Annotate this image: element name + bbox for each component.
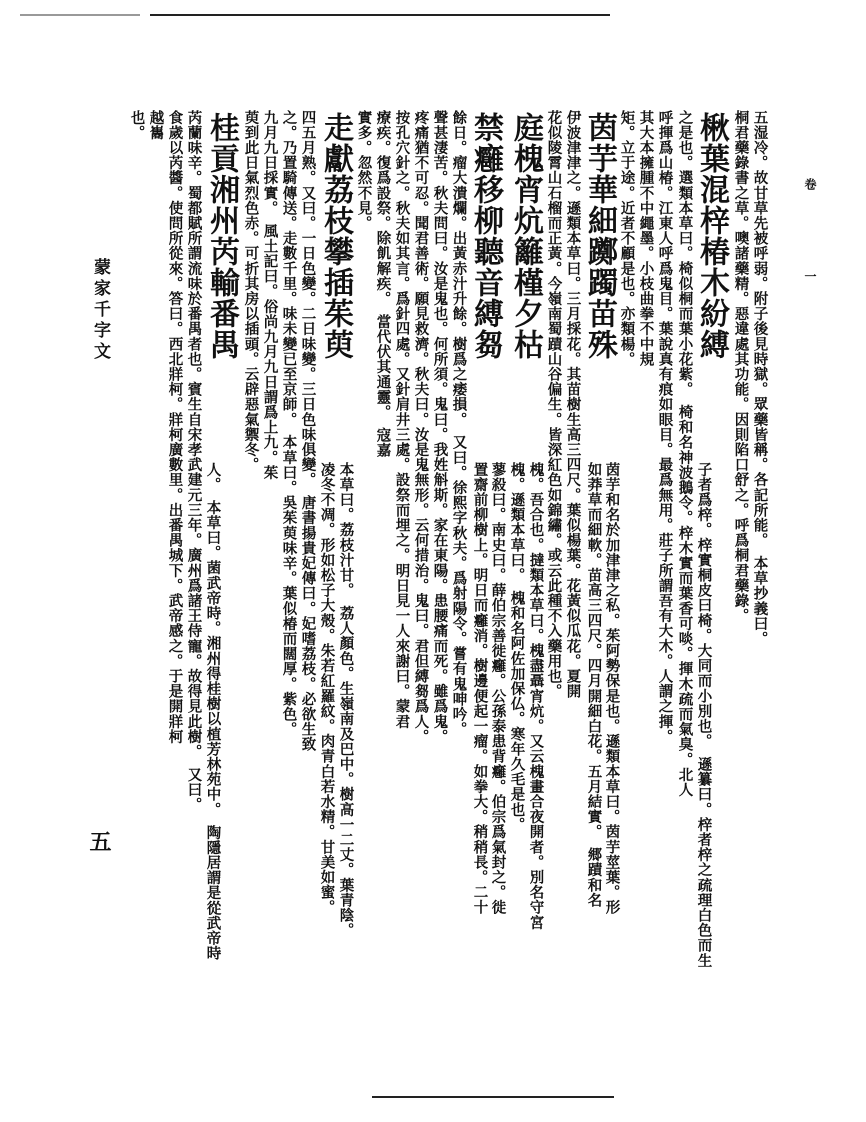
text-column: 療疾。復爲設祭。除飢解疾。 當代伏其通靈。 寇嘉: [374, 110, 392, 458]
text-column: 餘日。瘤大潰爛。出黃赤汁升餘。樹爲之痿損。 又曰。徐熙字秋夫。爲射陽令。嘗有鬼呻吟。: [450, 110, 468, 737]
heading-column: 楸葉混梓椿木紛縛: [694, 112, 729, 360]
header-mark-number: 一: [803, 270, 817, 282]
text-column: 本草曰。荔枝汁甘。 荔人顏色。生嶺南及巴中。樹高一二丈。葉青陰。: [337, 462, 355, 938]
heading-column: 禁癰移柳聽音縛芻: [468, 112, 503, 360]
page-number: 五: [86, 830, 112, 852]
heading-column: 走獻荔枝攀插茱萸: [318, 112, 353, 360]
text-column: 茵芋和名於加津津之私。茱阿勢保是也。遜類本草曰。茵芋莖葉。形: [603, 462, 621, 915]
scan-artifact-top-main: [150, 14, 610, 16]
text-column: 也。: [128, 110, 146, 141]
text-column: 置齋前柳樹上。明日而癰消。樹邊便起一瘤。如拳大。稍稍長。二十: [471, 462, 489, 915]
text-column: 五湿冷。故甘草先被呼弱。附子後見時獄。眾藥皆稱。各記所能。 本草抄義曰。: [751, 110, 769, 647]
text-column: 花似陵霄山石榴而正黃。今嶺南蜀蹟山谷偏生。皆深紅色如錦繡。或云此種不入藥用也。: [545, 110, 563, 699]
text-column: 萸到此日氣烈色赤。可折其房以插頭。云辟惡氣禦冬。: [242, 110, 260, 473]
text-column: 四五月熟。又曰。一日色變。二日味變。三日色味俱變。 唐書揚貴妃傳曰。妃嗜荔枝。必欲生致: [299, 110, 317, 753]
heading-column: 庭槐宵炕籬槿夕枯: [508, 112, 543, 360]
text-column: 其大本擁腫不中繩墨。小枝曲拳不中規: [637, 110, 655, 367]
text-column: 之是也。選類本草曰。椅似桐而葉小花紫。 椅和名神波鵝令。梓木實而葉香可啖。揮木疏而氣臭。北人: [676, 110, 694, 798]
heading-column: 桂貢湘州芮輸番禺: [204, 112, 239, 360]
text-column: 呼揮爲山椿。江東人呼爲鬼目。葉說真有痕如眼目。最爲無用。莊子所謂吾有大木。人謂之揮。: [656, 110, 674, 745]
text-column: 槐。遜類本草曰。 槐和名阿佐加保仏。寒年久毛是也。: [508, 462, 526, 833]
scan-artifact-bottom: [372, 1096, 614, 1098]
text-column: 子者爲梓。梓實桐皮曰椅。大同而小別也。 遜纂曰。梓者梓之疏理白色而生: [695, 462, 713, 969]
text-column: 聲甚淒苦。秋夫問曰。汝是鬼也。何所須。鬼曰。我姓斛斯。家在東陽。患腰痛而死。雖爲鬼。: [431, 110, 449, 745]
text-column: 疼痛猶不可忍。聞君善術。願見救濟。秋夫曰。汝是鬼無形。云何措治。鬼曰。君但縛芻爲人。: [412, 110, 430, 745]
text-column: 九月九日採實。 風土記曰。俗尚九月九日謂爲上九。茱: [261, 110, 279, 481]
text-column: 矩。立于途。近者不顧是也。亦類楊。: [618, 110, 636, 367]
text-column: 實多。忽然不見。: [355, 110, 373, 231]
text-column: 桐君藥錄書之草。噢諸藥精。惡違處其功能。因則陷口舒之。呼爲桐君藥錄。: [732, 110, 750, 624]
header-mark-volume: 卷: [803, 178, 817, 190]
text-column: 之。乃置騎傳送。走數千里。味未變已至京師。 本草曰。吳茱萸味辛。葉似椿而闊厚。紫色。: [280, 110, 298, 737]
text-column: 越巂: [147, 110, 165, 141]
text-column: 人。 本草曰。菌武帝時。湘州得桂樹以植芳林苑中。 陶隱居謂是從武帝時: [204, 462, 222, 961]
text-column: 蓼殺曰。南史曰。薛伯宗善徙癰。公孫泰患背癰。伯宗爲氣封之。徙: [489, 462, 507, 915]
text-column: 食歲以芮醬。使問所從來。答曰。西北牂柯。牂柯廣數里。出番禺城下。武帝感之。于是開牂柯: [166, 110, 184, 745]
text-column: 伊波津津之。遜類本草曰。三月採花。其苗樹生高三四尺。葉似楊葉。花黃似瓜花。夏開: [564, 110, 582, 699]
book-title: 蒙家千字文: [90, 258, 110, 363]
scan-artifact-top: [20, 14, 140, 16]
text-column: 凌冬不凋。形如松子大殼。朱若紅羅紋。肉青白若水精。甘美如蜜。: [318, 462, 336, 915]
heading-column: 茵芋華細躑躅苗殊: [582, 112, 617, 360]
text-column: 芮蘭味辛。蜀都賦所謂流味於番禺者也。賓生自宋孝武建元三年。廣州爲諸王侍寵。故得見此樹。 又曰。: [185, 110, 203, 813]
text-column: 按孔穴針之。秋夫如其言。爲針四處。又針肩井三處。設祭而埋之。明日見一人來謝曰。蒙君: [393, 110, 411, 730]
text-column: 槐。吾合也。撻類本草曰。槐盡聶宵炕。又云槐畫合夜開者。別名守宮: [527, 462, 545, 931]
text-column: 如莽草而細軟。苗高三四尺。四月開細白花。五月結實。 郷蹟和名: [585, 462, 603, 908]
